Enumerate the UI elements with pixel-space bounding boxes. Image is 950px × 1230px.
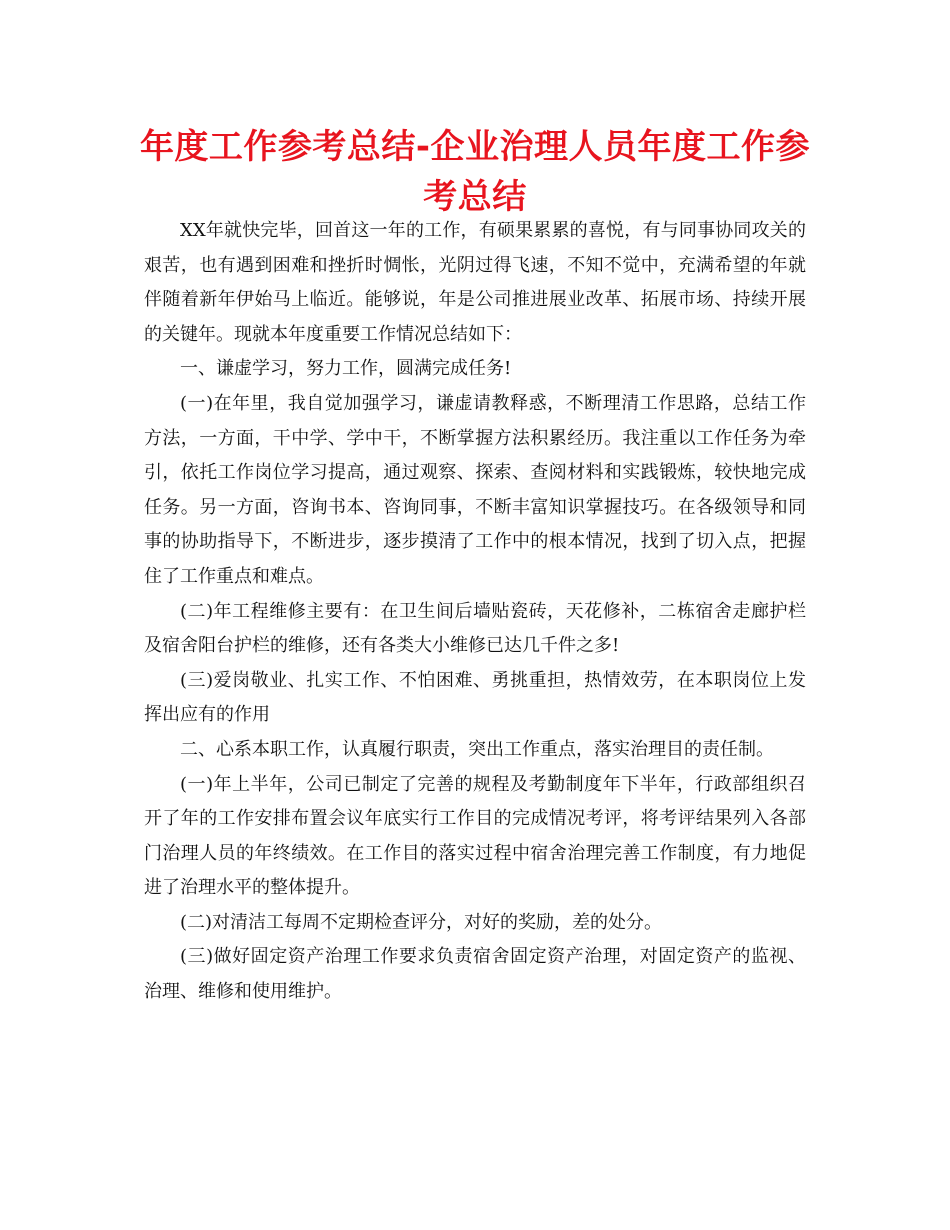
paragraph-2-2: (二)对清洁工每周不定期检查评分，对好的奖励，差的处分。 — [180, 911, 663, 933]
document-body — [144, 214, 806, 1010]
paragraph-1-3: (三)爱岗敬业、扎实工作、不怕困难、勇挑重担，热情效劳，在本职岗位上发挥出应有的作用 — [144, 669, 806, 726]
paragraph-1-1: (一)在年里，我自觉加强学习，谦虚请教释惑，不断理清工作思路，总结工作方法，一方面，干中学、学中干，不断掌握方法积累经历。我注重以工作任务为牵引，依托工作岗位学习提高，通过观察、探索、查阅材料和实践锻炼，较快地完成任务。另一方面，咨询书本、咨询同事，不断丰富知识掌握技巧。在各级领导和同事的协助指导下，不断进步，逐步摸清了工作中的根本情况，找到了切入点，把握住了工作重点和难点。 — [144, 392, 806, 587]
section-heading-1: 一、谦虚学习，努力工作，圆满完成任务! — [180, 358, 512, 380]
paragraph-intro: XX年就快完毕，回首这一年的工作，有硕果累累的喜悦，有与同事协同攻关的艰苦，也有遇到困难和挫折时惆怅，光阴过得飞速，不知不觉中，充满希望的年就伴随着新年伊始马上临近。能够说，年是公司推进展业改革、拓展市场、持续开展的关键年。现就本年度重要工作情况总结如下： — [144, 220, 806, 345]
paragraph-2-3: (三)做好固定资产治理工作要求负责宿舍固定资产治理，对固定资产的监视、治理、维修和使用维护。 — [144, 946, 806, 1003]
document-title: 年度工作参考总结-企业治理人员年度工作参考总结 — [139, 127, 811, 217]
paragraph-1-2: (二)年工程维修主要有：在卫生间后墙贴瓷砖，天花修补，二栋宿舍走廊护栏及宿舍阳台护栏的维修，还有各类大小维修已达几千件之多! — [144, 600, 806, 657]
section-heading-2: 二、心系本职工作，认真履行职责，突出工作重点，落实治理目的责任制。 — [180, 738, 774, 760]
paragraph-2-1: (一)年上半年，公司已制定了完善的规程及考勤制度年下半年，行政部组织召开了年的工作安排布置会议年底实行工作目的完成情况考评，将考评结果列入各部门治理人员的年终绩效。在工作目的落实过程中宿舍治理完善工作制度，有力地促进了治理水平的整体提升。 — [144, 773, 806, 899]
